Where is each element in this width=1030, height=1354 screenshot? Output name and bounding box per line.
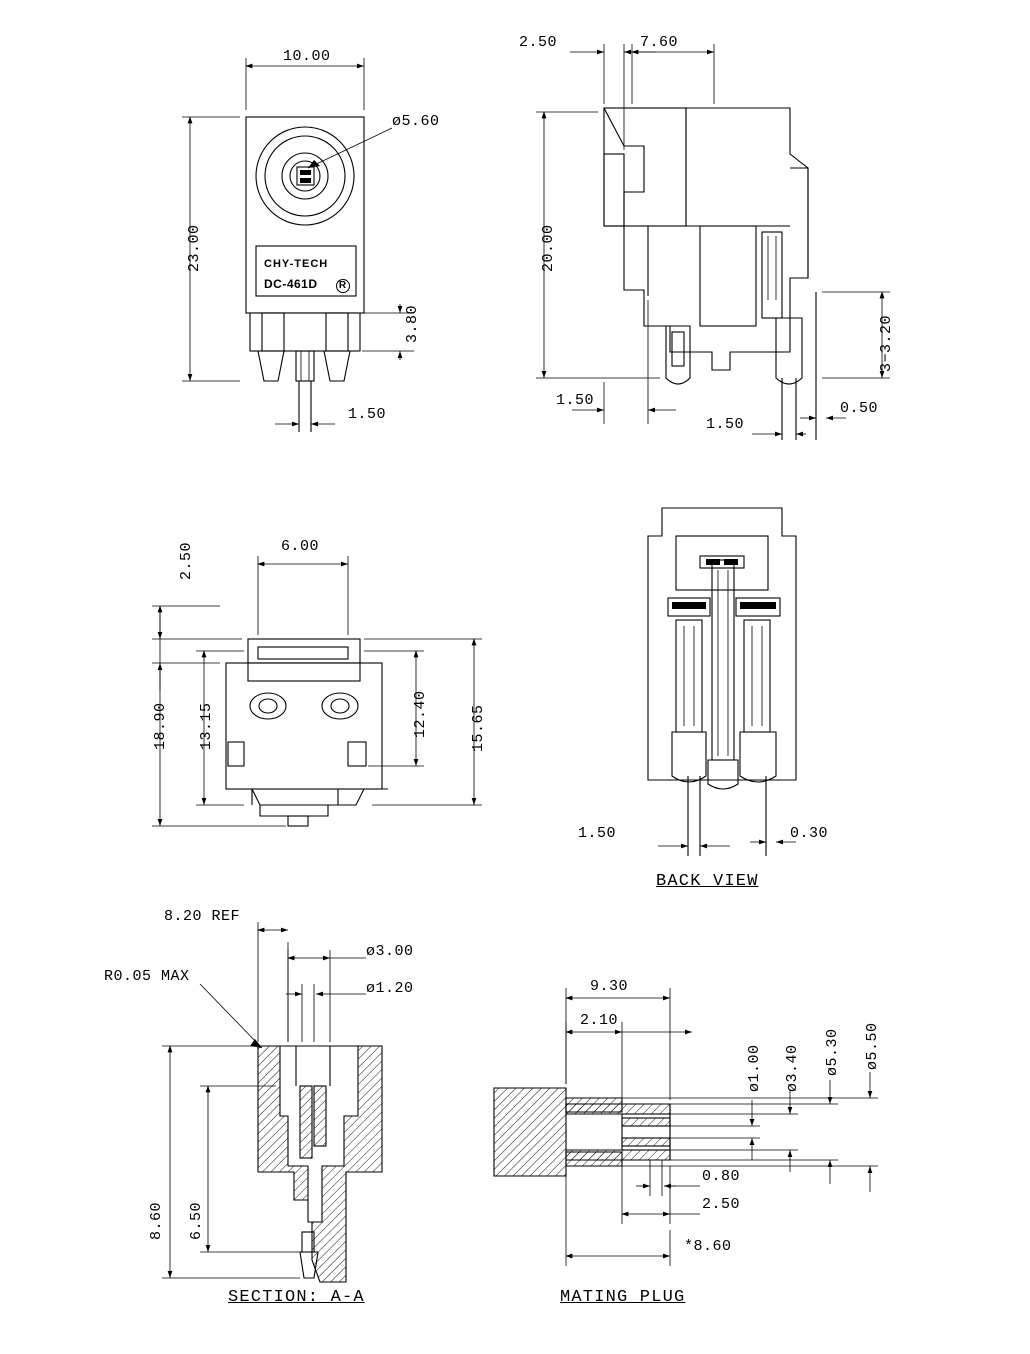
- dim-side-pin-thickness: 0.50: [840, 400, 879, 417]
- back-view-caption: BACK VIEW: [656, 872, 759, 891]
- side-view-geometry: [536, 44, 890, 440]
- dim-plug-dia-3-40: ø3.40: [784, 1044, 801, 1092]
- mating-plug-caption: MATING PLUG: [560, 1288, 686, 1307]
- dim-front-height: 23.00: [186, 224, 203, 272]
- top-view-geometry: [152, 556, 482, 826]
- dim-plug-8-60: *8.60: [684, 1238, 732, 1255]
- dim-section-height-8-60: 8.60: [148, 1201, 165, 1240]
- certification-mark: R: [336, 279, 350, 293]
- part-brand-label: CHY-TECH: [264, 258, 329, 270]
- dim-front-base-height: 3.80: [404, 304, 421, 343]
- part-model-label: DC-461D: [264, 277, 318, 291]
- dim-plug-dia-5-50: ø5.50: [864, 1022, 881, 1070]
- front-view-geometry: [182, 58, 414, 432]
- dim-back-pin-pitch: 1.50: [578, 825, 617, 842]
- dim-front-width: 10.00: [283, 48, 331, 65]
- dim-front-hole-dia: ø5.60: [392, 113, 440, 130]
- mating-plug-geometry: [494, 988, 878, 1266]
- dim-section-height-6-50: 6.50: [188, 1201, 205, 1240]
- dim-plug-2-50: 2.50: [702, 1196, 741, 1213]
- dim-section-ref-width: 8.20 REF: [164, 908, 241, 925]
- dim-back-pin-width: 0.30: [790, 825, 829, 842]
- dim-plug-dia-1-00: ø1.00: [746, 1044, 763, 1092]
- dim-section-bore-dia: ø3.00: [366, 943, 414, 960]
- dim-plug-9-30: 9.30: [590, 978, 629, 995]
- dim-plug-2-10: 2.10: [580, 1012, 619, 1029]
- dim-top-width: 6.00: [281, 538, 320, 555]
- dim-top-15-65: 15.65: [470, 704, 487, 752]
- dim-top-12-40: 12.40: [412, 690, 429, 738]
- dim-side-pin-pitch: 1.50: [706, 416, 745, 433]
- back-view-geometry: [648, 508, 796, 856]
- dim-top-13-15: 13.15: [198, 702, 215, 750]
- dim-section-pin-dia: ø1.20: [366, 980, 414, 997]
- dim-top-flange: 2.50: [178, 541, 195, 580]
- dim-plug-dia-5-30: ø5.30: [824, 1028, 841, 1076]
- dim-side-offset-left: 2.50: [519, 34, 558, 51]
- dim-front-pin-pitch: 1.50: [348, 406, 387, 423]
- dim-plug-0-80: 0.80: [702, 1168, 741, 1185]
- dim-side-body-depth: 7.60: [640, 34, 679, 51]
- dim-side-pin-length: 3−3.20: [878, 314, 895, 372]
- dim-side-height: 20.00: [540, 224, 557, 272]
- section-view-caption: SECTION: A-A: [228, 1288, 365, 1307]
- note-radius-max: R0.05 MAX: [104, 968, 190, 985]
- dim-side-pin-left: 1.50: [556, 392, 595, 409]
- dim-top-overall: 18.90: [152, 702, 169, 750]
